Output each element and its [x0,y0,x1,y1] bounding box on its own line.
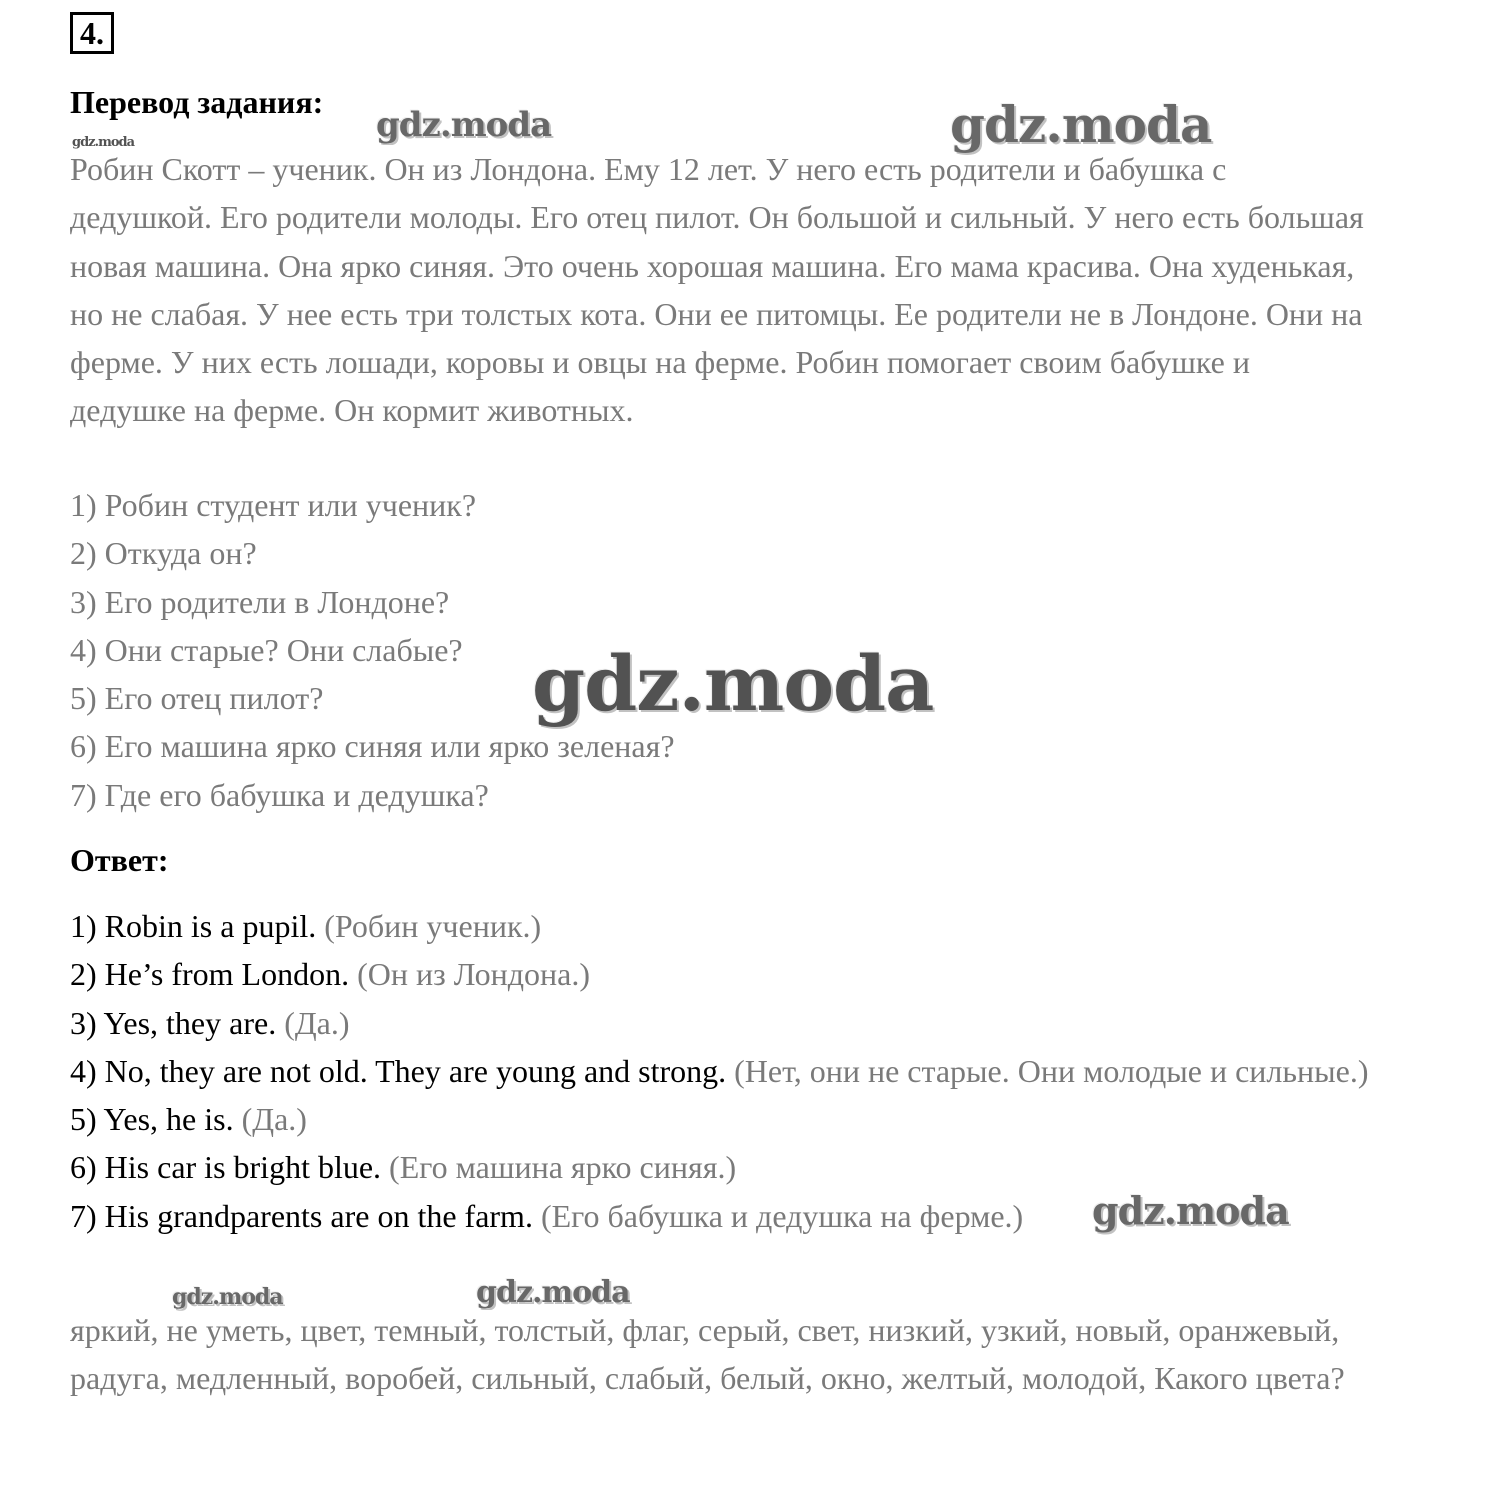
answer-russian: (Да.) [241,1101,307,1138]
answer-english: 3) Yes, they are. [70,1004,277,1041]
question-item: 7) Где его бабушка и дедушка? [70,776,489,813]
answer-russian: (Нет, они не старые. Они молодые и сильные.) [734,1052,1369,1089]
translation-heading: Перевод задания: [70,84,324,120]
question-item: 1) Робин студент или ученик? [70,487,477,523]
answer-item [70,950,1370,998]
watermark: gdz.moda [476,1275,630,1310]
answer-russian: (Его машина ярко синяя.) [389,1149,737,1186]
question-item: 2) Откуда он? [70,535,257,572]
answer-english: 5) Yes, he is. [70,1101,234,1138]
answer-item [70,1143,1370,1191]
watermark: gdz.moda [172,1284,283,1310]
answer-item [70,1095,1370,1143]
answer-item [70,1047,1370,1095]
answer-russian: (Он из Лондона.) [357,956,591,993]
answer-item [70,999,1370,1047]
answer-english: 2) He’s from London. [70,956,350,993]
answer-russian: (Робин ученик.) [324,908,542,944]
watermark: gdz.moda [950,95,1212,154]
answer-english: 6) His car is bright blue. [70,1149,382,1186]
answer-russian: (Да.) [284,1004,350,1041]
question-item: 3) Его родители в Лондоне? [70,583,450,620]
watermark: gdz.moda [376,105,552,145]
answer-english: 7) His grandparents are on the farm. [70,1197,533,1234]
answer-russian: (Его бабушка и дедушка на ферме.) [540,1197,1024,1234]
answer-heading: Ответ: [70,842,169,878]
task-number: 4. [70,12,114,54]
question-item: 6) Его машина ярко синяя или ярко зеленая? [70,728,675,765]
translation-text: Робин Скотт – ученик. Он из Лондона. Ему 12 лет. У него есть родители и бабушка с дедушкой. Его родители молоды. Его отец пилот. Он большой и сильный. У него есть большая новая машина. Она ярко синяя. Это очень хорошая машина. Его мама красива. Она худенькая, но не слабая. У нее есть три толстых кота. Они ее питомцы. Ее родители не в Лондоне. Они на ферме. У них есть лошади, коровы и овцы на ферме. Робин помогает своим бабушке и дедушке на ферме. Он кормит животных. [70,151,1364,429]
question-item: 5) Его отец пилот? [70,680,324,717]
answer-english: 4) No, they are not old. They are young and strong. [70,1052,727,1089]
watermark: gdz.moda [72,135,135,150]
answer-item [70,902,1370,950]
watermark: gdz.moda [532,639,934,728]
answer-english: 1) Robin is a pupil. [70,908,317,944]
question-item: 4) Они старые? Они слабые? [70,631,463,668]
vocabulary-list: яркий, не уметь, цвет, темный, толстый, флаг, серый, свет, низкий, узкий, новый, оранжевый, радуга, медленный, воробей, сильный, слабый, белый, окно, желтый, молодой, Какого цвета? [70,1312,1345,1397]
watermark: gdz.moda [1092,1188,1289,1233]
